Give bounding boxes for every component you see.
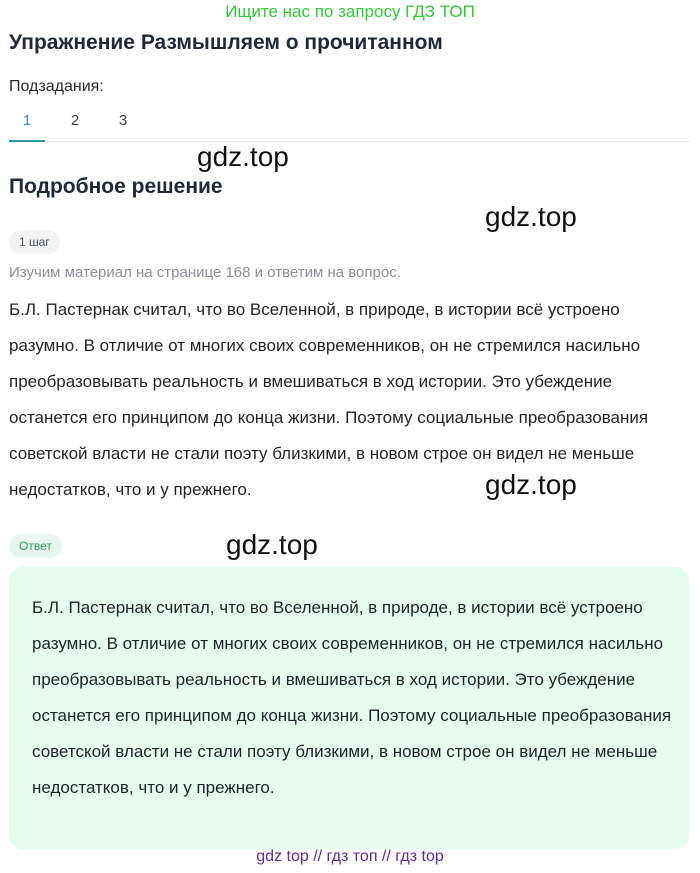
watermark: gdz.top [197, 141, 289, 172]
step-badge: 1 шаг [9, 230, 60, 254]
solution-text: Б.Л. Пастернак считал, что во Вселенной, в природе, в истории всё устроено разумно. В отличие от многих своих современников, он не стремился насильно преобразовывать реальность и вмешиваться в ход истории. Это убеждение останется его принципом до конца жизни. Поэтому социальные преобразования советской власти не стали поэту близкими, в новом строе он видел не меньше недостатков, что и у прежнего. [9, 300, 649, 499]
answer-box [9, 567, 689, 849]
solution-heading: Подробное решение [9, 175, 223, 198]
tab-subtask-3[interactable]: 3 [118, 112, 128, 129]
watermark: gdz.top [485, 201, 577, 232]
tab-subtask-2[interactable]: 2 [70, 112, 80, 129]
watermark: gdz.top [226, 529, 318, 560]
active-tab-underline [9, 140, 45, 142]
step-hint: Изучим материал на странице 168 и ответим на вопрос. [9, 264, 401, 281]
watermark: gdz.top [485, 469, 577, 500]
promo-banner[interactable]: Ищите нас по запросу ГДЗ ТОП [225, 2, 475, 21]
answer-badge: Ответ [9, 534, 62, 558]
tab-subtask-1[interactable]: 1 [22, 112, 32, 129]
answer-text: Б.Л. Пастернак считал, что во Вселенной, в природе, в истории всё устроено разумно. В отличие от многих своих современников, он не стремился насильно преобразовывать реальность и вмешиваться в ход истории. Это убеждение останется его принципом до конца жизни. Поэтому социальные преобразования советской власти не стали поэту близкими, в новом строе он видел не меньше недостатков, что и у прежнего. [32, 598, 672, 797]
page-title: Упражнение Размышляем о прочитанном [9, 31, 443, 54]
subtasks-label: Подзадания: [9, 78, 104, 95]
footer-links[interactable]: gdz top // гдз топ // гдз top [256, 848, 444, 865]
subtask-tabs [9, 108, 690, 142]
